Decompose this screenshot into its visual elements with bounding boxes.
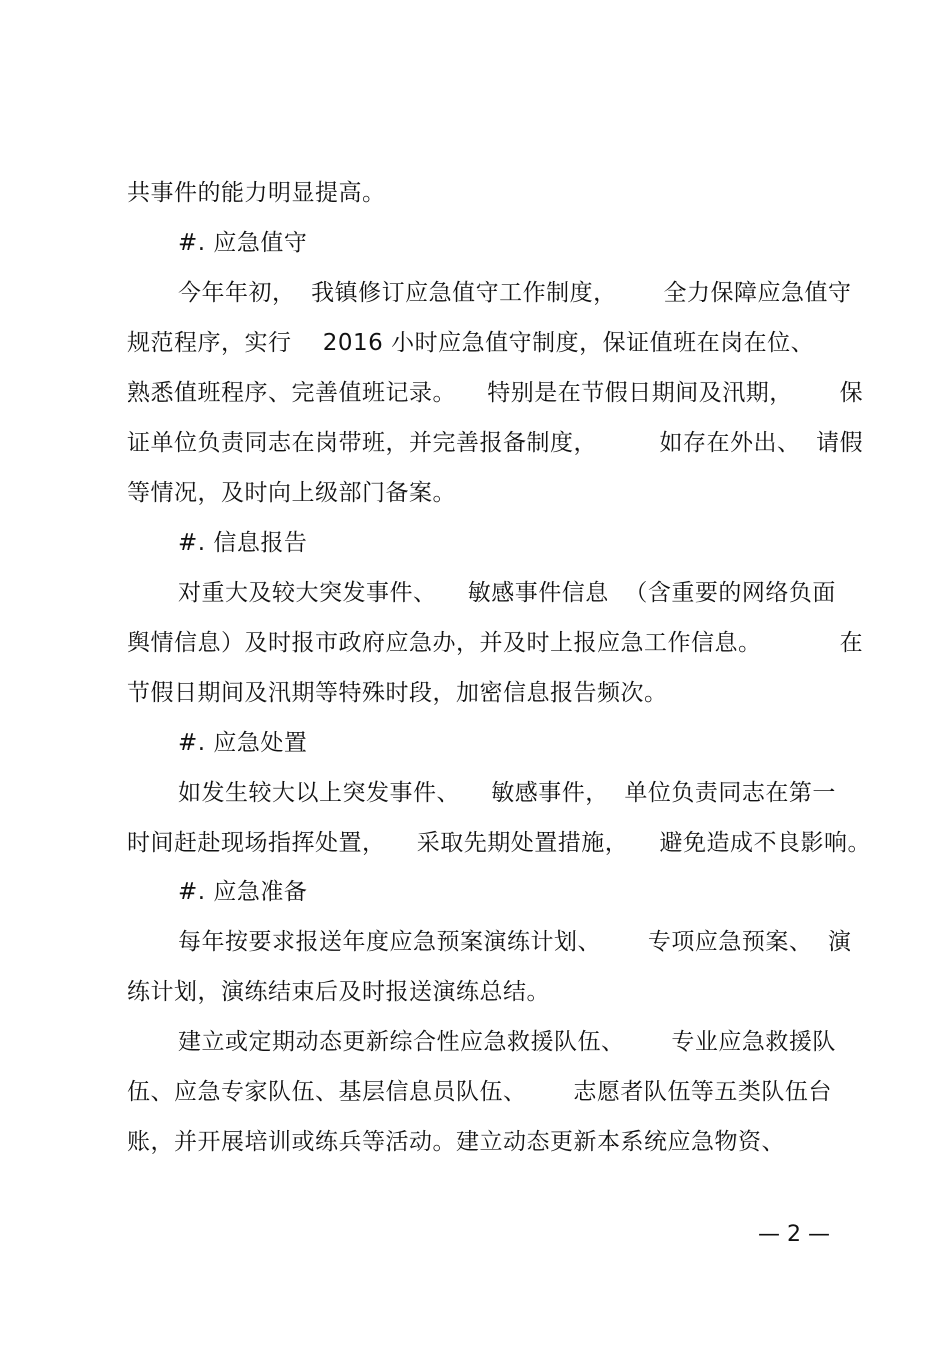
body-text-line: 练计划，演练结束后及时报送演练总结。 bbox=[127, 979, 550, 1005]
body-text-line: 证单位负责同志在岗带班，并完善报备制度， 如存在外出、 请假 bbox=[127, 430, 864, 456]
body-text-line: 账，并开展培训或练兵等活动。建立动态更新本系统应急物资、 bbox=[127, 1129, 785, 1155]
section-heading-response: #. 应急处置 bbox=[178, 730, 308, 756]
body-text-line: 如发生较大以上突发事件、 敏感事件， 单位负责同志在第一 bbox=[178, 780, 836, 806]
page-number: — 2 — bbox=[758, 1222, 830, 1247]
body-text-line: 建立或定期动态更新综合性应急救援队伍、 专业应急救援队 bbox=[178, 1029, 836, 1055]
section-heading-reporting: #. 信息报告 bbox=[178, 530, 308, 556]
body-text-line: 伍、应急专家队伍、基层信息员队伍、 志愿者队伍等五类队伍台 bbox=[127, 1079, 832, 1105]
section-heading-preparation: #. 应急准备 bbox=[178, 879, 308, 905]
body-text-line: 今年年初， 我镇修订应急值守工作制度， 全力保障应急值守 bbox=[178, 280, 852, 306]
body-text-line: 规范程序，实行 2016 小时应急值守制度，保证值班在岗在位、 bbox=[127, 330, 815, 356]
body-text-line: 节假日期间及汛期等特殊时段，加密信息报告频次。 bbox=[127, 680, 668, 706]
body-text-line: 熟悉值班程序、完善值班记录。 特别是在节假日期间及汛期， 保 bbox=[127, 380, 864, 406]
body-text-line: 每年按要求报送年度应急预案演练计划、 专项应急预案、 演 bbox=[178, 929, 852, 955]
body-text-line: 时间赶赴现场指挥处置， 采取先期处置措施， 避免造成不良影响。 bbox=[127, 830, 871, 856]
body-text-line: 舆情信息）及时报市政府应急办，并及时上报应急工作信息。 在 bbox=[127, 630, 864, 656]
section-heading-duty: #. 应急值守 bbox=[178, 230, 308, 256]
body-text-line: 等情况，及时向上级部门备案。 bbox=[127, 480, 456, 506]
body-text-line: 共事件的能力明显提高。 bbox=[127, 180, 386, 206]
body-text-line: 对重大及较大突发事件、 敏感事件信息 （含重要的网络负面 bbox=[178, 580, 836, 606]
